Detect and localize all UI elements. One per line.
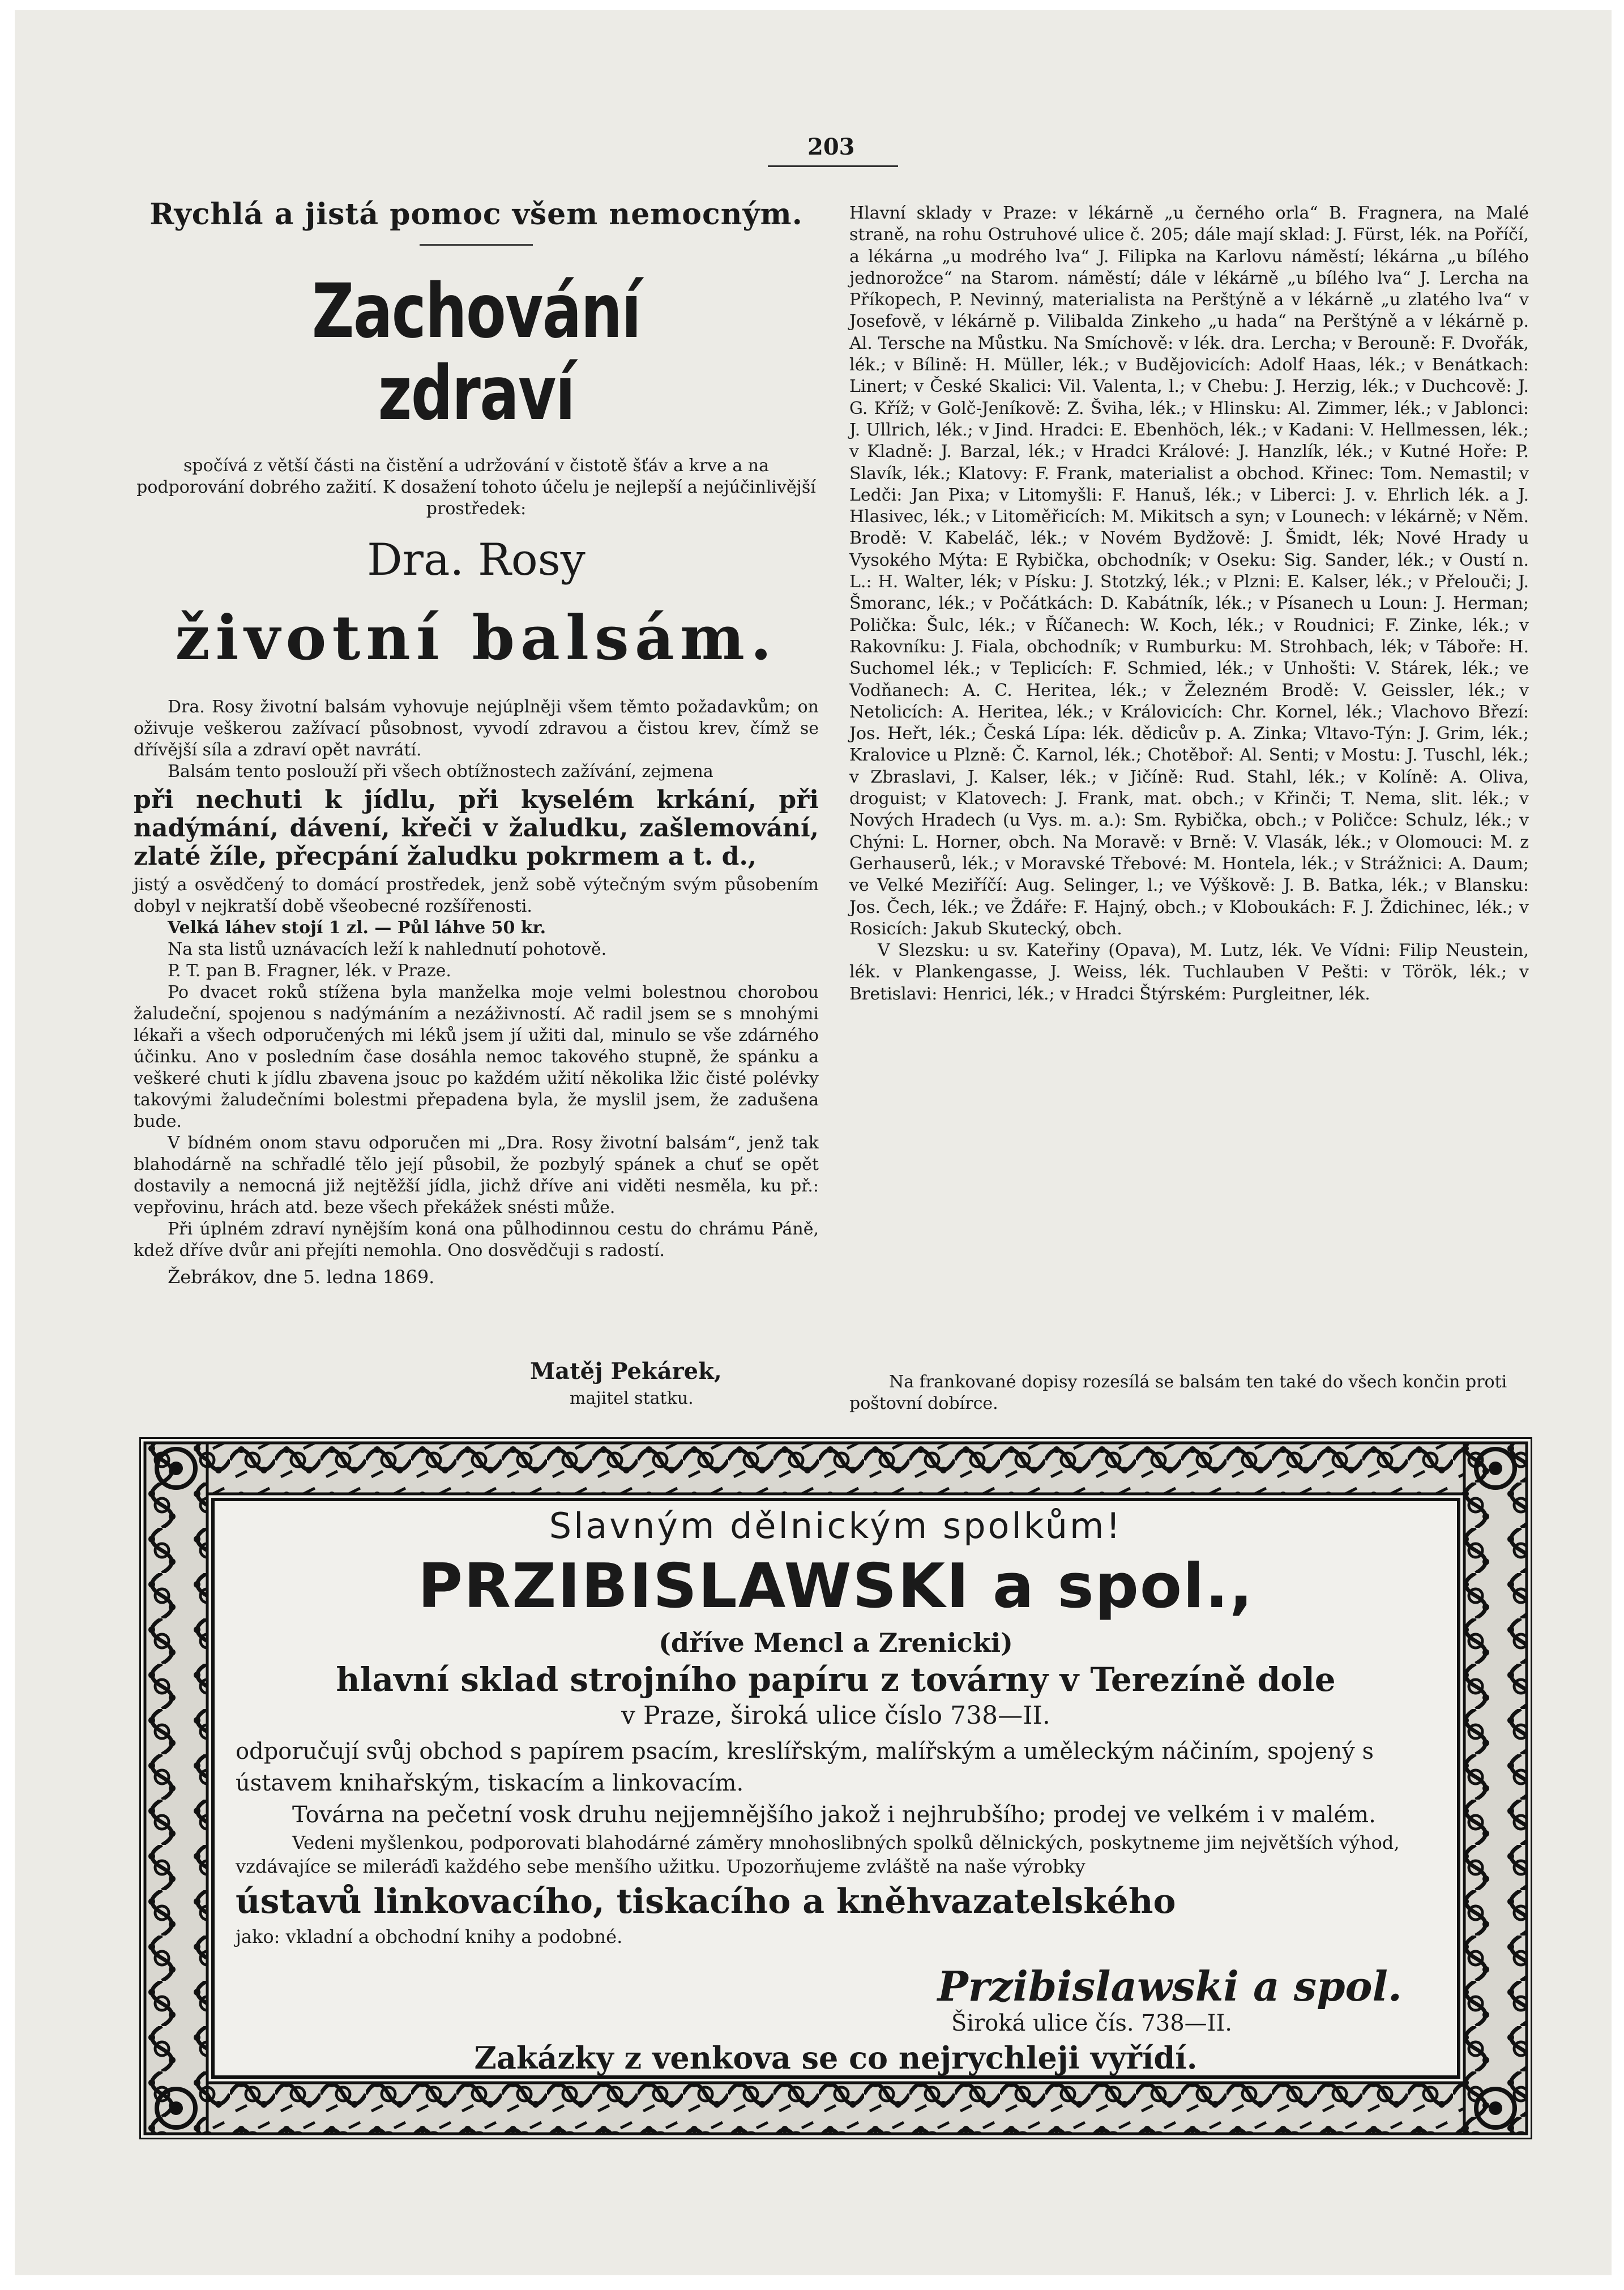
usage-lead: Balsám tento poslouží při všech obtížnostech zažívání, zejmena <box>168 762 713 782</box>
right-column <box>849 203 1529 1005</box>
mail-order-note: Na frankované dopisy rozesílá se balsám ten také do všech končin proti poštovní dobírce. <box>849 1372 1507 1413</box>
advert-factory: Továrna na pečetní vosk druhu nejjemnějšího jakož i nejhrubšího; prodej ve velkém i v malém. <box>292 1802 1376 1828</box>
letter-paragraph-1: Po dvacet roků stížena byla manželka moje velmi bolestnou chorobou žaludeční, spojenou s nadýmáním a nezáživností. Ač radil jsem se s mnohými lékaři a všech odporučených mi léků jsem jí užiti dal, minulo se vše zdárného účinku. Ano v posledním čase dosáhla nemoc takového stupně, že spánku a veškeré chuti k jídlu zbavena jsouc po každém užití několika lžic čisté polévky takovými žaludečními bolestmi přepadena byla, že myslil jsem, že zadušena bude. <box>134 982 819 1132</box>
page-number: 203 <box>807 134 855 160</box>
advert-signature: Przibislawski a spol. <box>937 1962 1402 2010</box>
advert-signature-address: Široká ulice čís. 738—II. <box>951 2010 1232 2036</box>
letter-paragraph-2: V bídném onom stavu odporučen mi „Dra. Rosy životní balsám“, jenž tak blahodárně na schřadlé tělo její působil, že pozbylý spánek a chuť se opět dostavily a nemocná již nejtěžší jídla, jichž dříve ani viděti nesměla, ku př.: vepřovinu, hrách atd. beze všech překážek snésti může. <box>134 1133 819 1218</box>
intro-text: spočívá z větší části na čistění a udržování v čistotě šťáv a krve a na podporování dobrého zažití. K dosažení tohoto účelu je nejlepší a nejúčinlivější prostředek: <box>136 456 816 519</box>
advert-guided: Vedeni myšlenkou, podporovati blahodárné záměry mnohoslibných spolků dělnických, poskytneme jim největších výhod, vzdávajíce se mileráďi každého sebe menšího užitku. Upozorňujeme zvláště na naše výrobky <box>236 1832 1400 1877</box>
price-line: Velká láhev stojí 1 zl. — Půl láhve 50 kr. <box>168 918 546 938</box>
letter-paragraph-3: Při úplném zdraví nynějším koná ona půlhodinnou cestu do chrámu Páně, kdež dříve dvůr ani přejíti nemohla. Ono dosvědčuji s radostí. <box>134 1219 819 1261</box>
product-name-line2: životní balsám. <box>175 603 777 674</box>
letter-date: Žebrákov, dne 5. ledna 1869. <box>168 1266 435 1288</box>
page-number-rule <box>768 165 898 167</box>
signature-name: Matěj Pekárek, <box>530 1358 722 1385</box>
advert-main-line: hlavní sklad strojního papíru z továrny v Terezíně dole <box>336 1660 1336 1699</box>
silesia-vienna-list: V Slezsku: u sv. Kateřiny (Opava), M. Lutz, lék. Ve Vídni: Filip Neustein, lék. v Plankengasse, J. Weiss, lék. Tuchlauben V Pešti: v Török, lék.; v Bretislavi: Henrici, lék.; v Hradci Štýrském: Purgleitner, lék. <box>849 941 1529 1004</box>
addressee-line: P. T. pan B. Fragner, lék. v Praze. <box>168 961 451 981</box>
advert-books: jako: vkladní a obchodní knihy a podobné. <box>236 1926 623 1947</box>
depots-list: Hlavní sklady v Praze: v lékárně „u černého orla“ B. Fragnera, na Malé straně, na rohu Ostruhové ulice č. 205; dále mají sklad: J. Fürst, lék. na Poříčí, a lékárna „u modrého lva“ J. Filipka na Karlovu náměstí; lékárna „u bílého jednorožce“ na Starom. náměstí; dále v lékárně „u bílého lva“ J. Lercha na Příkopech, P. Nevinný, materialista na Perštýně a v lékárně „u zlatého lva“ v Josefově, v lékárně p. Vilibalda Zinkeho „u hada“ na Perštýně a v lékárně p. Al. Tersche na Můstku. Na Smíchově: v lék. dra. Lercha; v Berouně: F. Dvořák, lék.; v Bílině: H. Müller, lék.; v Budějovicích: Adolf Haas, lék.; v Benátkach: Linert; v České Skalici: Vil. Valenta, l.; v Chebu: J. Herzig, lék.; v Duchcově: J. G. Kříž; v Golč-Jeníkově: Z. Šviha, lék.; v Hlinsku: Al. Zimmer, lék.; v Jablonci: J. Ullrich, lék.; v Jind. Hradci: E. Ebenhöch, lék.; v Kadani: V. Hellmessen, lék.; v Kladně: J. Barzal, lék.; v Hradci Králové: J. Hanzlík, lék.; v Kutné Hoře: P. Slavík, lék.; Klatovy: F. Frank, materialist a obchod. Křinec: Tom. Nemastil; v Ledči: Jan Pixa; v Litomyšli: F. Hanuš, lék.; v Liberci: J. v. Ehrlich lék. a J. Hlasivec, lék.; v Litoměřicích: M. Mikitsch a syn; v Lounech: v lékárně; v Něm. Brodě: V. Kabeláč, lék.; v Novém Bydžově: J. Šmidt, lék; Nové Hrady u Vysokého Mýta: E Rybička, obchodník; v Oseku: Sig. Sander, lék.; v Oustí n. L.: H. Walter, lék; v Písku: J. Stotzký, lék.; v Plzni: E. Kalser, lék.; v Přelouči; J. Šmoranc, lék.; v Počátkách: D. Kabátník, lék.; v Písanech u Loun: J. Herman; Polička: Šulc, lék.; v Říčanech: W. Koch, lék.; v Roudnici; F. Zinke, lék.; v Rakovníku: J. Fiala, obchodník; v Rumburku: M. Strohbach, lék; v Táboře: H. Suchomel lék.; v Teplicích: F. Schmied, lék.; v Unhošti: V. Stárek, lék.; ve Vodňanech: A. C. Heritea, lék.; v Železném Brodě: V. Geissler, lék.; v Netolicích: A. Heritea, lék.; v Královicích: Chr. Kornel, lék.; Vlachovo Březí: Jos. Heřt, lék.; Česká Lípa: lék. dědicův p. A. Zinka; Vltavo-Týn: J. Grim, lék.; Kralovice u Plzně: Č. Karnol, lék.; Chotěboř: Al. Senti; v Mostu: J. Tuschl, lék.; v Zbraslavi, J. Kalser, lék.; v Jičíně: Rud. Stahl, lék.; v Kolíně: A. Oliva, droguist; v Klatovech: J. Frank, mat. obch.; v Křinči; T. Nema, slit. lék.; v Nových Hradech (u Vys. m. a.): Sm. Rybička, obch.; v Poličce: Schulz, lék.; v Chýni: L. Horner, obch. Na Moravě: v Brně: V. Vlasák, lék.; v Olomouci: M. z Gerhauserů, lék.; v Moravské Třebové: M. Hontela, lék.; v Strážnici: A. Daum; ve Velké Meziříčí: Aug. Selinger, l.; ve Výškově: J. B. Batka, lék.; v Blansku: Jos. Čech, lék.; ve Ždáře: F. Hajný, obch.; v Kloboukách: F. J. Ždichinec, lék.; v Rosicích: Jakub Skutecký, obch. <box>849 203 1529 939</box>
testimonials-line: Na sta listů uznávacích leží k nahlednutí pohotově. <box>168 939 607 960</box>
advert-orders: Zakázky z venkova se co nejrychleji vyřídí. <box>474 2040 1198 2076</box>
newspaper-page <box>15 10 1612 2275</box>
product-name-line1: Dra. Rosy <box>367 535 586 586</box>
advertisement-content <box>236 1505 1436 2076</box>
advert-institutes: ústavů linkovacího, tiskacího a kněhvazatelského <box>236 1882 1176 1921</box>
signature-title: majitel statku. <box>570 1388 694 1408</box>
main-title: Zachování zdraví <box>311 268 641 438</box>
advert-offer: odporučují svůj obchod s papírem psacím, kreslířským, malířským a uměleckým náčiním, spojený s ústavem knihařským, tiskacím a linkovacím. <box>236 1738 1374 1796</box>
left-column <box>134 197 819 1288</box>
advert-firm-name: PRZIBISLAWSKI a spol., <box>417 1551 1254 1622</box>
description-paragraph: Dra. Rosy životní balsám vyhovuje nejúplněji všem těmto požadavkům; on oživuje veškerou zažívací působnost, vyvodí zdravou a čistou krev, čímž se dřívější síla a zdraví opět navrátí. <box>134 697 819 761</box>
advertisement-box <box>139 1437 1532 2139</box>
ornament-rule <box>420 244 533 246</box>
advert-greeting: Slavným dělnickým spolkům! <box>549 1505 1123 1546</box>
advert-former-name: (dříve Mencl a Zrenicki) <box>659 1627 1013 1658</box>
usage-tail: jistý a osvědčený to domácí prostředek, jenž sobě výtečným svým působením dobyl v nejkratší době všeobecné rozšířenosti. <box>134 875 819 917</box>
advert-address-line: v Praze, široká ulice číslo 738—II. <box>621 1701 1050 1730</box>
ailments-list: při nechuti k jídlu, při kyselém krkání, při nadýmání, dávení, křeči v žaludku, zašlemování, zlaté žíle, přecpání žaludku pokrmem a t. d., <box>134 785 819 871</box>
headline: Rychlá a jistá pomoc všem nemocným. <box>149 197 803 232</box>
